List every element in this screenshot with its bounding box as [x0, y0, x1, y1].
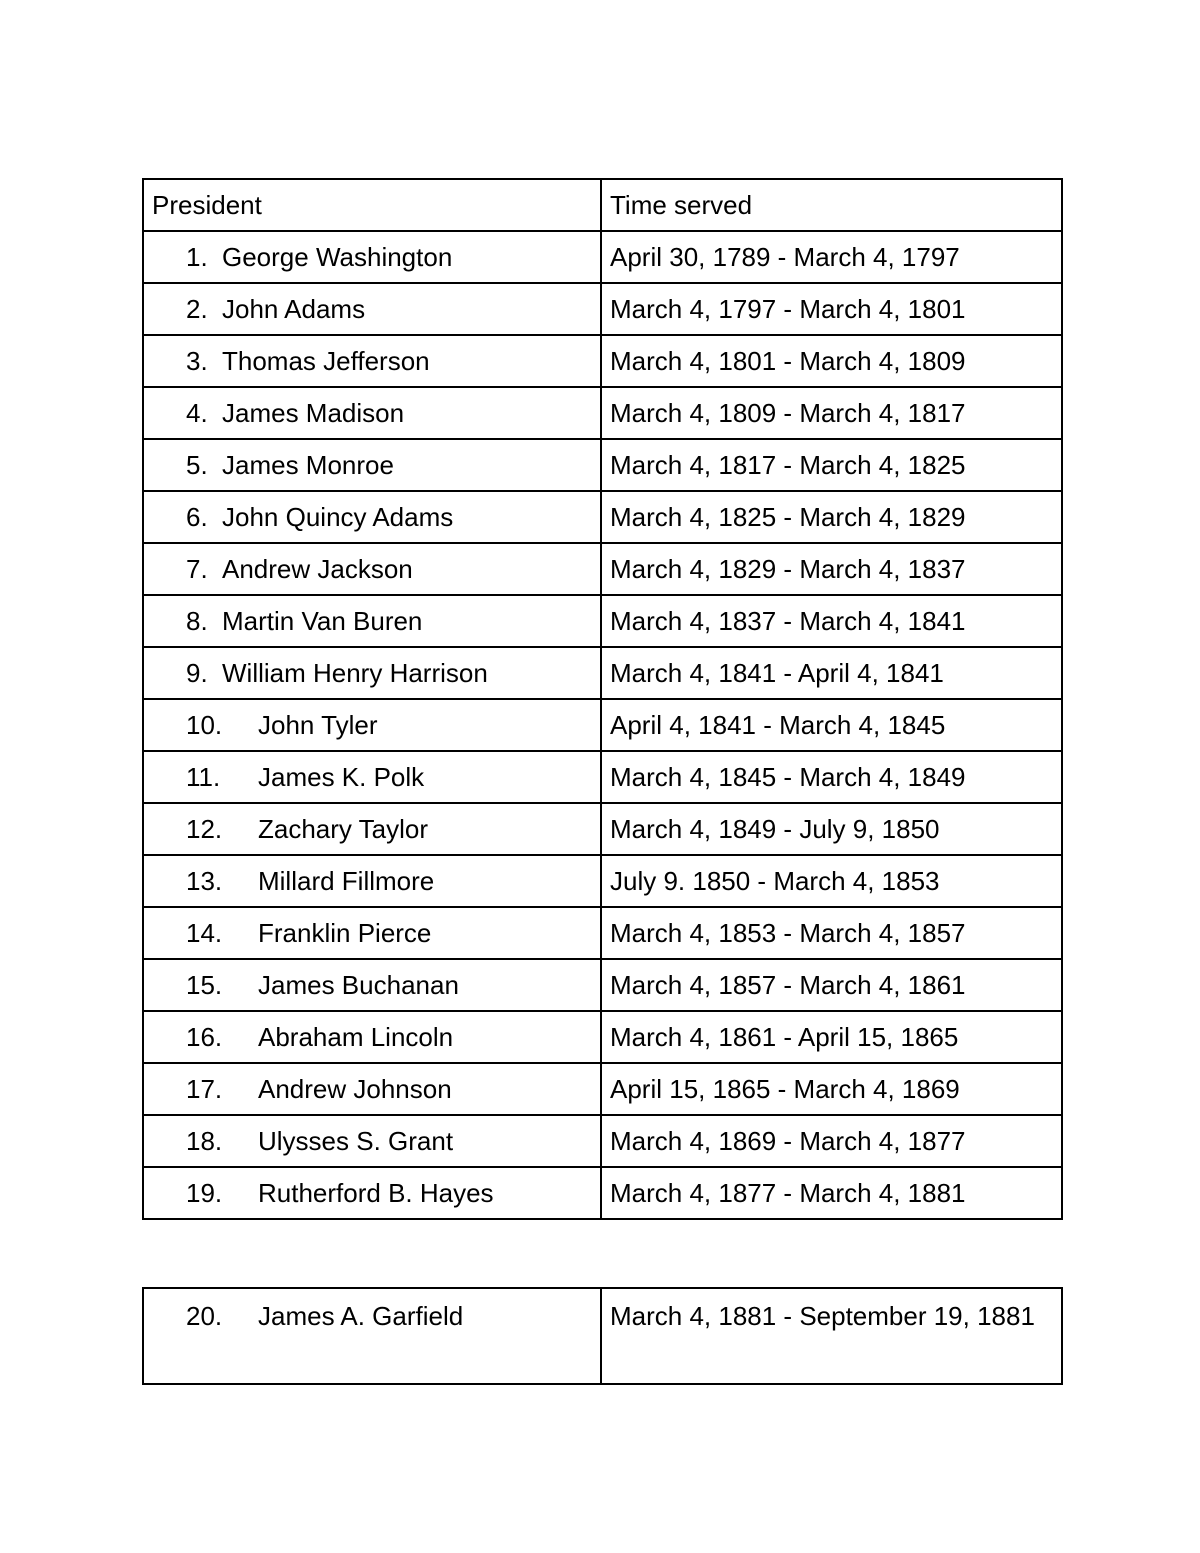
president-number: 7.: [186, 553, 208, 584]
table-row: [143, 647, 1062, 699]
president-cell: [143, 231, 601, 283]
presidents-table-continued-body: [143, 1288, 1062, 1384]
table-row: [143, 959, 1062, 1011]
table-row: [143, 231, 1062, 283]
table-row: [143, 1011, 1062, 1063]
president-number: 15.: [186, 969, 223, 1000]
president-cell: [143, 855, 601, 907]
president-name: James Madison: [222, 397, 405, 428]
time-served-cell: March 4, 1817 - March 4, 1825: [601, 439, 1062, 491]
president-cell: [143, 699, 601, 751]
time-served-cell: March 4, 1825 - March 4, 1829: [601, 491, 1062, 543]
president-cell: [143, 907, 601, 959]
time-served-cell: March 4, 1809 - March 4, 1817: [601, 387, 1062, 439]
president-number: 9.: [186, 657, 208, 688]
table-row: [143, 1063, 1062, 1115]
president-number: 5.: [186, 449, 208, 480]
president-number: 8.: [186, 605, 208, 636]
table-row: [143, 439, 1062, 491]
time-served-cell: March 4, 1845 - March 4, 1849: [601, 751, 1062, 803]
president-name: Franklin Pierce: [258, 917, 432, 948]
president-cell: [143, 803, 601, 855]
president-name: Millard Fillmore: [258, 865, 435, 896]
president-cell: [143, 595, 601, 647]
president-cell: [143, 647, 601, 699]
president-cell: [143, 1063, 601, 1115]
table-row: [143, 387, 1062, 439]
time-served-cell: March 4, 1801 - March 4, 1809: [601, 335, 1062, 387]
president-cell: [143, 387, 601, 439]
president-number: 19.: [186, 1177, 223, 1208]
president-number: 6.: [186, 501, 208, 532]
time-served-cell: March 4, 1837 - March 4, 1841: [601, 595, 1062, 647]
time-served-cell: April 30, 1789 - March 4, 1797: [601, 231, 1062, 283]
time-served-cell: March 4, 1869 - March 4, 1877: [601, 1115, 1062, 1167]
table-row: [143, 1167, 1062, 1219]
time-served-cell: March 4, 1849 - July 9, 1850: [601, 803, 1062, 855]
time-served-cell: April 15, 1865 - March 4, 1869: [601, 1063, 1062, 1115]
president-number: 16.: [186, 1021, 223, 1052]
president-name: John Tyler: [258, 709, 378, 740]
president-number: 4.: [186, 397, 208, 428]
president-name: George Washington: [222, 241, 453, 272]
header-time-served: Time served: [601, 179, 1062, 231]
president-number: 14.: [186, 917, 223, 948]
president-cell: [143, 335, 601, 387]
table-row: [143, 283, 1062, 335]
presidents-table-continued: [142, 1287, 1063, 1385]
president-cell: [143, 491, 601, 543]
president-number: 1.: [186, 241, 208, 272]
president-cell: [143, 1115, 601, 1167]
president-name: James Buchanan: [258, 969, 459, 1000]
president-name: Thomas Jefferson: [222, 345, 430, 376]
presidents-table: [142, 178, 1063, 1220]
table-row: [143, 751, 1062, 803]
time-served-cell: March 4, 1841 - April 4, 1841: [601, 647, 1062, 699]
time-served-cell: March 4, 1877 - March 4, 1881: [601, 1167, 1062, 1219]
table-row: [143, 595, 1062, 647]
time-served-cell: March 4, 1829 - March 4, 1837: [601, 543, 1062, 595]
president-name: Andrew Jackson: [222, 553, 413, 584]
president-cell: [143, 959, 601, 1011]
president-name: Rutherford B. Hayes: [258, 1177, 494, 1208]
table-row: [143, 907, 1062, 959]
president-cell: [143, 439, 601, 491]
time-served-cell: April 4, 1841 - March 4, 1845: [601, 699, 1062, 751]
president-name: James K. Polk: [258, 761, 425, 792]
time-served-cell: July 9. 1850 - March 4, 1853: [601, 855, 1062, 907]
time-served-cell: March 4, 1797 - March 4, 1801: [601, 283, 1062, 335]
president-number: 11.: [186, 761, 221, 792]
president-name: Andrew Johnson: [258, 1073, 452, 1104]
header-president: President: [143, 179, 601, 231]
table-row: [143, 1288, 1062, 1384]
table-row: [143, 335, 1062, 387]
table-row: [143, 543, 1062, 595]
president-name: William Henry Harrison: [222, 657, 488, 688]
table-row: [143, 491, 1062, 543]
president-name: Martin Van Buren: [222, 605, 423, 636]
president-name: Ulysses S. Grant: [258, 1125, 454, 1156]
table-row: [143, 699, 1062, 751]
table-row: [143, 855, 1062, 907]
president-cell: [143, 1288, 601, 1384]
president-number: 10.: [186, 709, 223, 740]
president-name: James A. Garfield: [258, 1301, 464, 1331]
president-cell: [143, 1011, 601, 1063]
table-header-row: [143, 179, 1062, 231]
presidents-table-body: [143, 179, 1062, 1219]
table-row: [143, 1115, 1062, 1167]
president-name: James Monroe: [222, 449, 394, 480]
president-number: 3.: [186, 345, 208, 376]
time-served-cell: March 4, 1861 - April 15, 1865: [601, 1011, 1062, 1063]
president-cell: [143, 283, 601, 335]
time-served-cell: March 4, 1857 - March 4, 1861: [601, 959, 1062, 1011]
president-name: John Quincy Adams: [222, 501, 454, 532]
president-name: Abraham Lincoln: [258, 1021, 454, 1052]
time-served-cell: March 4, 1881 - September 19, 1881: [601, 1288, 1062, 1384]
table-row: [143, 803, 1062, 855]
president-number: 2.: [186, 293, 208, 324]
president-name: John Adams: [222, 293, 366, 324]
president-name: Zachary Taylor: [258, 813, 429, 844]
president-number: 18.: [186, 1125, 223, 1156]
president-cell: [143, 1167, 601, 1219]
president-number: 17.: [186, 1073, 223, 1104]
time-served-cell: March 4, 1853 - March 4, 1857: [601, 907, 1062, 959]
president-number: 13.: [186, 865, 223, 896]
president-number: 12.: [186, 813, 223, 844]
president-cell: [143, 751, 601, 803]
president-cell: [143, 543, 601, 595]
president-number: 20.: [186, 1301, 223, 1331]
